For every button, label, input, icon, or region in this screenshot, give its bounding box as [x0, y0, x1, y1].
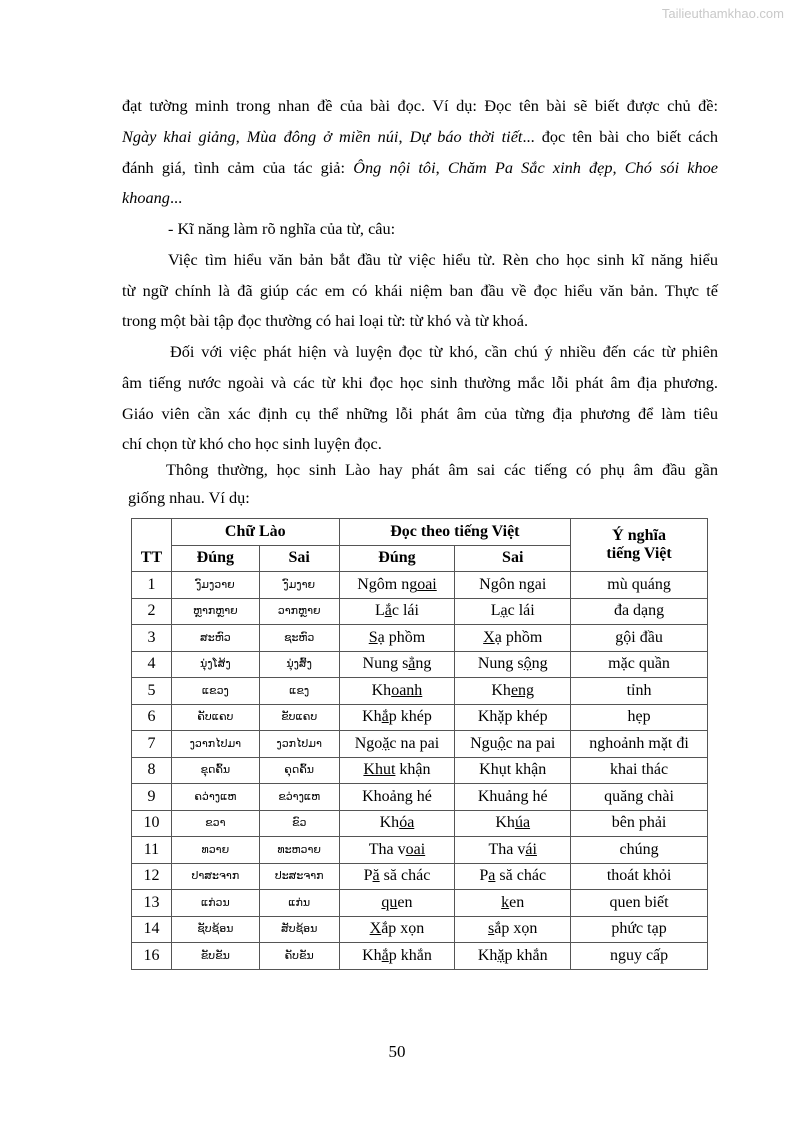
- lao-wrong: ສັບຊ້ອນ: [259, 916, 339, 943]
- row-number: 13: [132, 890, 172, 917]
- text-line: [122, 158, 718, 178]
- text-segment: Kh: [495, 814, 515, 832]
- text-segment: Giáo viên cần xác định cụ thể những lỗi phát âm của từng địa phương để làm tiêu: [122, 404, 718, 423]
- viet-wrong: [455, 678, 571, 705]
- table-row: [132, 863, 708, 890]
- text-segment: ẳ: [408, 655, 416, 673]
- viet-correct: [339, 704, 455, 731]
- table-row: [132, 651, 708, 678]
- text-segment: Khặp khép: [477, 708, 548, 726]
- text-line: [122, 127, 718, 147]
- viet-wrong: [455, 943, 571, 970]
- meaning: đa dạng: [571, 598, 708, 625]
- table-row: [132, 943, 708, 970]
- text-segment: oai: [405, 840, 426, 858]
- text-segment: k: [501, 893, 510, 911]
- text-segment: ,: [435, 158, 448, 177]
- text-segment: ng: [415, 655, 432, 673]
- text-segment: Tha v: [368, 840, 406, 858]
- header-meaning: Ý nghĩa tiếng Việt: [571, 519, 708, 572]
- viet-wrong: [455, 784, 571, 811]
- text-segment: ộ: [523, 655, 532, 673]
- meaning: khai thác: [571, 757, 708, 784]
- text-line: [122, 404, 718, 424]
- text-segment: khận: [395, 761, 431, 779]
- lao-wrong: ຊະຫົວ: [259, 625, 339, 652]
- text-segment: oai: [417, 575, 437, 593]
- text-segment: ạ phồm: [494, 628, 543, 646]
- row-number: 4: [132, 651, 172, 678]
- table-row: [132, 757, 708, 784]
- text-line: [166, 460, 718, 480]
- viet-wrong: [455, 651, 571, 678]
- text-segment: ,: [398, 127, 410, 146]
- lao-correct: ປາສະຈາກ: [171, 863, 259, 890]
- lao-correct: ງວາກໄປມາ: [171, 731, 259, 758]
- lao-correct: ຫຼາກຫຼາຍ: [171, 598, 259, 625]
- text-segment: c lái: [391, 602, 419, 620]
- lao-wrong: ແກ່ນ: [259, 890, 339, 917]
- text-segment: đánh giá, tình cảm của tác giả:: [122, 158, 354, 177]
- row-number: 6: [132, 704, 172, 731]
- text-line: [128, 488, 250, 508]
- viet-correct: [339, 784, 455, 811]
- table-row: [132, 837, 708, 864]
- viet-wrong: [455, 810, 571, 837]
- viet-correct: [339, 625, 455, 652]
- row-number: 3: [132, 625, 172, 652]
- viet-correct: [339, 863, 455, 890]
- text-line: [122, 281, 718, 301]
- text-segment: p khắn: [388, 946, 432, 964]
- text-segment: Nung s: [477, 655, 524, 673]
- viet-correct: [339, 837, 455, 864]
- meaning: hẹp: [571, 704, 708, 731]
- viet-wrong: [455, 625, 571, 652]
- text-segment: oanh: [391, 681, 423, 699]
- text-segment: Tha v: [488, 840, 526, 858]
- text-segment: ặ: [382, 734, 390, 752]
- header-lao: Chữ Lào: [171, 519, 339, 546]
- text-segment: p khắn: [504, 946, 548, 964]
- lao-wrong: ງວກໄປມາ: [259, 731, 339, 758]
- viet-wrong: [455, 890, 571, 917]
- text-line: [122, 96, 718, 116]
- table-row: [132, 731, 708, 758]
- text-segment: Kh: [379, 814, 400, 832]
- text-segment: Chăm Pa Sắc xinh đẹp, Chó sói khoe: [447, 158, 719, 177]
- viet-correct: [339, 678, 455, 705]
- viet-correct: [339, 572, 455, 599]
- viet-wrong: [455, 598, 571, 625]
- viet-wrong: [455, 863, 571, 890]
- text-segment: đạt tường minh trong nhan đề của bài đọc. Ví dụ: Đọc tên bài sẽ biết được chủ đề:: [122, 96, 718, 115]
- lao-correct: ທວາຍ: [171, 837, 259, 864]
- lao-correct: ຊັບຊ້ອນ: [171, 916, 259, 943]
- meaning: mặc quần: [571, 651, 708, 678]
- meaning: thoát khỏi: [571, 863, 708, 890]
- header-viet-correct: Đúng: [339, 545, 455, 572]
- text-segment: Thông thường, học sinh Lào hay phát âm sai các tiếng có phụ âm đầu gần: [166, 460, 718, 479]
- meaning: nghoảnh mặt đi: [571, 731, 708, 758]
- row-number: 1: [132, 572, 172, 599]
- row-number: 11: [132, 837, 172, 864]
- lao-wrong: ຄຸດຄົ້ນ: [259, 757, 339, 784]
- table-row: [132, 678, 708, 705]
- text-segment: ă: [372, 867, 380, 885]
- lao-correct: ຂັບຂັນ: [171, 943, 259, 970]
- viet-correct: [339, 890, 455, 917]
- text-segment: eng: [510, 681, 535, 699]
- text-segment: ắ: [381, 708, 389, 726]
- text-segment: Khuảng hé: [477, 787, 548, 805]
- text-segment: Dự báo thời tiết: [409, 127, 523, 146]
- text-line: [170, 342, 718, 362]
- lao-wrong: ງົມງາຍ: [259, 572, 339, 599]
- text-segment: Ngo: [354, 734, 383, 752]
- text-segment: ắ: [381, 946, 389, 964]
- text-segment: c na pai: [389, 734, 440, 752]
- text-segment: Khoảng hé: [362, 787, 432, 805]
- lao-correct: ຄວ່າງແຫ: [171, 784, 259, 811]
- text-segment: úa: [514, 814, 531, 832]
- lao-wrong: ຄັບຂັນ: [259, 943, 339, 970]
- viet-wrong: [455, 572, 571, 599]
- text-segment: khoang: [122, 188, 170, 207]
- text-segment: Ông nội tôi: [353, 158, 436, 177]
- text-segment: Ngu: [470, 734, 498, 752]
- row-number: 5: [132, 678, 172, 705]
- table-row: [132, 598, 708, 625]
- text-segment: ộ: [497, 734, 506, 752]
- lao-correct: ຂຸດຄົ້ນ: [171, 757, 259, 784]
- viet-correct: [339, 757, 455, 784]
- text-line: [122, 434, 382, 454]
- meaning: phức tạp: [571, 916, 708, 943]
- text-segment: ắp xọn: [494, 920, 538, 938]
- text-segment: P: [479, 867, 489, 885]
- text-segment: Việc tìm hiểu văn bản bắt đầu từ việc hiểu từ. Rèn cho học sinh kĩ năng hiểu: [168, 250, 718, 269]
- text-segment: Khụt khận: [479, 761, 547, 779]
- text-segment: a: [488, 867, 496, 885]
- lao-wrong: ວາກຫຼາຍ: [259, 598, 339, 625]
- watermark: Tailieuthamkhao.com: [661, 6, 784, 21]
- lao-wrong: ຂັບແຄບ: [259, 704, 339, 731]
- text-segment: - Kĩ năng làm rõ nghĩa của từ, câu:: [168, 219, 396, 238]
- text-segment: ạ phồm: [377, 628, 426, 646]
- text-segment: từ ngữ chính là đã giúp các em có khái niệm ban đầu về đọc hiểu văn bản. Thực tế: [122, 281, 718, 300]
- row-number: 16: [132, 943, 172, 970]
- text-segment: p khép: [388, 708, 432, 726]
- text-segment: să chác: [379, 867, 431, 885]
- viet-wrong: [455, 731, 571, 758]
- row-number: 12: [132, 863, 172, 890]
- meaning: nguy cấp: [571, 943, 708, 970]
- meaning: quăng chài: [571, 784, 708, 811]
- viet-correct: [339, 916, 455, 943]
- text-segment: X: [483, 628, 495, 646]
- text-segment: Kh: [477, 946, 498, 964]
- lao-correct: ຄັບແຄບ: [171, 704, 259, 731]
- header-viet: Đọc theo tiếng Việt: [339, 519, 571, 546]
- text-segment: c na pai: [505, 734, 556, 752]
- viet-correct: [339, 731, 455, 758]
- meaning: mù quáng: [571, 572, 708, 599]
- text-segment: X: [369, 920, 382, 938]
- header-viet-wrong: Sai: [455, 545, 571, 572]
- text-segment: Đối với việc phát hiện và luyện đọc từ khó, cần chú ý nhiều đến các từ phiên: [170, 342, 718, 361]
- text-line: [122, 188, 182, 208]
- lao-correct: ສະຫົວ: [171, 625, 259, 652]
- text-segment: Nung s: [362, 655, 409, 673]
- meaning: chúng: [571, 837, 708, 864]
- text-segment: P: [363, 867, 373, 885]
- text-segment: giống nhau. Ví dụ:: [128, 488, 250, 507]
- lao-correct: ນຸ່ງໂສ້ງ: [171, 651, 259, 678]
- viet-wrong: [455, 757, 571, 784]
- text-segment: Ngày khai giảng, Mùa đông ở miền núi: [122, 127, 399, 146]
- row-number: 7: [132, 731, 172, 758]
- text-line: [122, 373, 718, 393]
- page-number: 50: [388, 1042, 406, 1061]
- header-tt: TT: [132, 519, 172, 572]
- lao-wrong: ຂົວ: [259, 810, 339, 837]
- text-segment: ắ: [384, 602, 392, 620]
- text-segment: chí chọn từ khó cho học sinh luyện đọc.: [122, 434, 382, 453]
- text-segment: en: [397, 893, 413, 911]
- table-row: [132, 625, 708, 652]
- lao-wrong: ນຸ່ງສົ້ງ: [259, 651, 339, 678]
- row-number: 10: [132, 810, 172, 837]
- table-row: [132, 916, 708, 943]
- meaning: tỉnh: [571, 678, 708, 705]
- viet-wrong: [455, 916, 571, 943]
- table-row: [132, 572, 708, 599]
- text-segment: âm tiếng nước ngoài và các từ khi đọc học sinh thường mắc lỗi phát âm địa phương.: [122, 373, 718, 392]
- lao-correct: ຂວາ: [171, 810, 259, 837]
- meaning: bên phải: [571, 810, 708, 837]
- text-segment: ạ: [500, 602, 508, 620]
- text-segment: Ngôn ngai: [479, 575, 547, 593]
- text-segment: ặ: [497, 946, 505, 964]
- text-segment: s: [488, 920, 495, 938]
- text-line: [122, 311, 528, 331]
- header-lao-correct: Đúng: [171, 545, 259, 572]
- text-line: [168, 219, 395, 239]
- text-segment: ... đọc tên bài cho biết cách: [522, 127, 718, 146]
- viet-wrong: [455, 837, 571, 864]
- row-number: 2: [132, 598, 172, 625]
- text-segment: să chác: [495, 867, 547, 885]
- table-row: [132, 704, 708, 731]
- text-segment: S: [368, 628, 378, 646]
- text-segment: qu: [381, 893, 398, 911]
- text-segment: L: [374, 602, 385, 620]
- table-row: [132, 890, 708, 917]
- lao-wrong: ແຂງ: [259, 678, 339, 705]
- lao-wrong: ທະຫວາຍ: [259, 837, 339, 864]
- lao-correct: ແຂວງ: [171, 678, 259, 705]
- lao-correct: ງົມງວາຍ: [171, 572, 259, 599]
- row-number: 14: [132, 916, 172, 943]
- text-segment: en: [509, 893, 525, 911]
- text-segment: c lái: [507, 602, 535, 620]
- viet-correct: [339, 651, 455, 678]
- text-segment: Kh: [371, 681, 392, 699]
- text-segment: ...: [169, 188, 183, 207]
- text-segment: trong một bài tập đọc thường có hai loại từ: từ khó và từ khoá.: [122, 311, 529, 330]
- viet-wrong: [455, 704, 571, 731]
- viet-correct: [339, 943, 455, 970]
- text-segment: Khut: [363, 761, 396, 779]
- viet-correct: [339, 810, 455, 837]
- row-number: 8: [132, 757, 172, 784]
- table-row: [132, 810, 708, 837]
- meaning: gội đầu: [571, 625, 708, 652]
- pronunciation-table: [131, 518, 708, 970]
- row-number: 9: [132, 784, 172, 811]
- lao-wrong: ປະສະຈາກ: [259, 863, 339, 890]
- viet-correct: [339, 598, 455, 625]
- text-segment: óa: [399, 814, 415, 832]
- lao-correct: ແກ່ວນ: [171, 890, 259, 917]
- text-line: [168, 250, 718, 270]
- header-lao-wrong: Sai: [259, 545, 339, 572]
- text-segment: L: [490, 602, 501, 620]
- lao-wrong: ຂວ່າງແຫ: [259, 784, 339, 811]
- meaning: quen biết: [571, 890, 708, 917]
- text-segment: ắp xọn: [381, 920, 425, 938]
- text-segment: Kh: [362, 708, 382, 726]
- text-segment: Kh: [491, 681, 511, 699]
- text-segment: Kh: [362, 946, 382, 964]
- table-row: [132, 784, 708, 811]
- text-segment: Ngôm ng: [357, 575, 418, 593]
- text-segment: ng: [531, 655, 548, 673]
- text-segment: ái: [525, 840, 537, 858]
